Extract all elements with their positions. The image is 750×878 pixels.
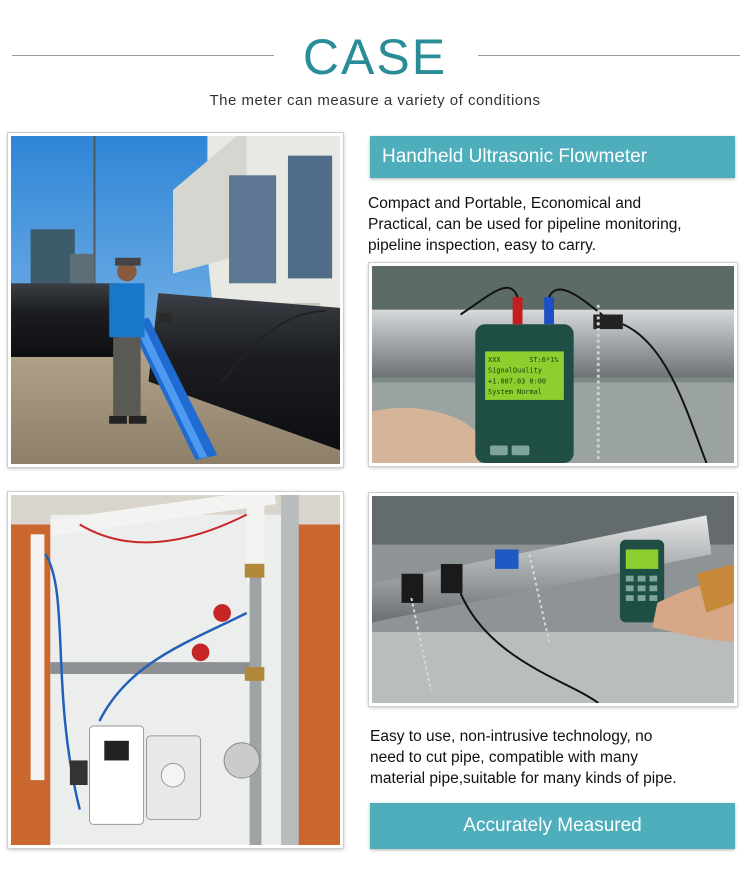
screen-line-1a: XXX bbox=[488, 356, 501, 365]
description-line: Easy to use, non-intrusive technology, no bbox=[370, 728, 653, 745]
product-banner bbox=[370, 136, 735, 178]
product-banner-label: Handheld Ultrasonic Flowmeter bbox=[382, 146, 648, 167]
photo-test-rig bbox=[8, 492, 343, 848]
photo-stainless-pipe bbox=[369, 493, 737, 706]
accuracy-banner bbox=[370, 803, 735, 849]
accuracy-banner-label: Accurately Measured bbox=[463, 815, 642, 836]
page-title: CASE bbox=[302, 29, 448, 85]
screen-line-4: System Normal bbox=[488, 388, 542, 397]
product-description bbox=[368, 193, 748, 256]
description-line: pipeline inspection, easy to carry. bbox=[368, 237, 597, 254]
screen-line-1b: ST:6*1% bbox=[529, 356, 559, 365]
photo-meter-closeup bbox=[369, 263, 737, 466]
screen-line-2: SignalQuality bbox=[488, 366, 542, 375]
description-line: need to cut pipe, compatible with many bbox=[370, 749, 638, 766]
description-line: Practical, can be used for pipeline monitoring, bbox=[368, 216, 682, 233]
screen-line-3: +1.007.03 0:00 bbox=[488, 377, 547, 386]
description-line: material pipe,suitable for many kinds of pipe. bbox=[370, 770, 677, 787]
photo-outdoor-pipeline bbox=[8, 133, 343, 467]
description-line: Compact and Portable, Economical and bbox=[368, 195, 642, 212]
feature-description bbox=[370, 726, 750, 789]
page-subtitle: The meter can measure a variety of conditions bbox=[209, 92, 541, 109]
